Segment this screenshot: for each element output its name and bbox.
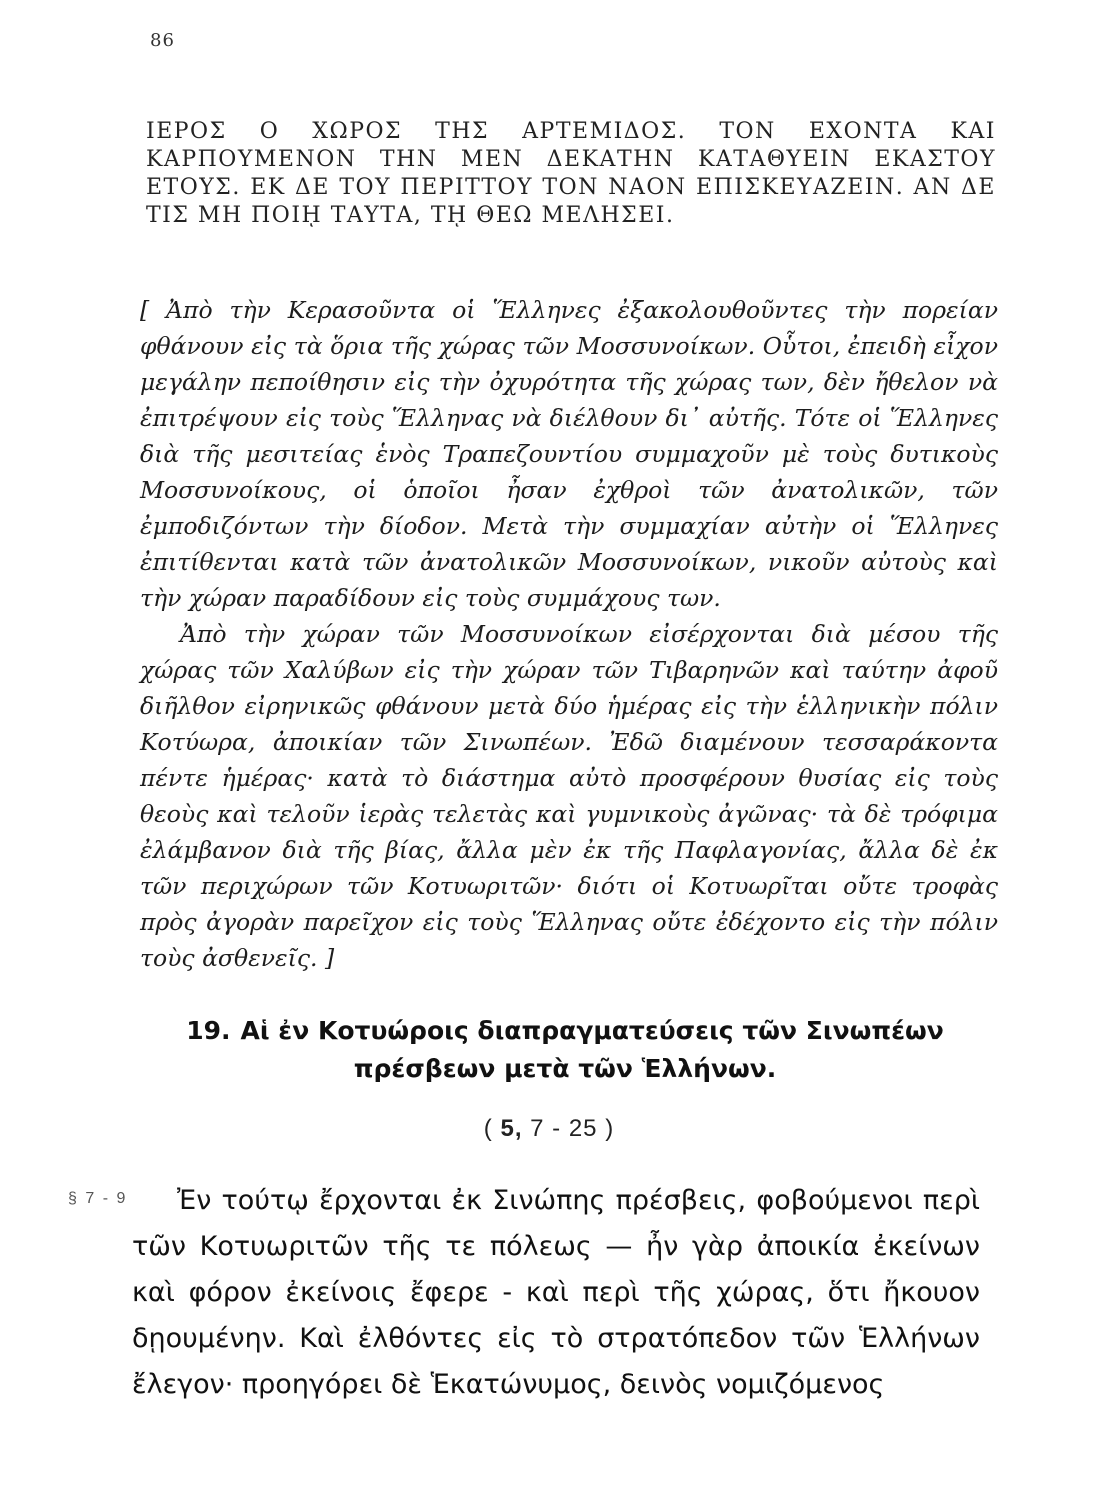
reference-close: ) bbox=[605, 1115, 615, 1142]
reference-open: ( bbox=[483, 1115, 493, 1142]
source-reference bbox=[0, 1115, 1098, 1143]
commentary-block bbox=[140, 292, 998, 976]
inscription-block bbox=[146, 118, 996, 230]
section-heading bbox=[100, 1012, 1030, 1088]
section-heading-line-1 bbox=[100, 1012, 1030, 1050]
section-number: 19. bbox=[186, 1016, 231, 1045]
commentary-paragraph-1: [ Ἀπὸ τὴν Κερασοῦντα οἱ Ἕλληνες ἐξακολουθοῦντες τὴν πορείαν φθάνουν εἰς τὰ ὅρια τῆς χώρας τῶν Μοσσυνοίκων. Οὗτοι, ἐπειδὴ εἶχον μεγάλην πεποίθησιν εἰς τὴν ὀχυρότητα τῆς χώρας των, δὲν ἤθελον νὰ ἐπιτρέψουν εἰς τοὺς Ἕλληνας νὰ διέλθουν δι᾽ αὐτῆς. Τότε οἱ Ἕλληνες διὰ τῆς μεσιτείας ἑνὸς Τραπεζουντίου συμμαχοῦν μὲ τοὺς δυτικοὺς Μοσσυνοίκους, οἱ ὁποῖοι ἦσαν ἐχθροὶ τῶν ἀνατολικῶν, τῶν ἐμποδιζόντων τὴν δίοδον. Μετὰ τὴν συμμαχίαν αὐτὴν οἱ Ἕλληνες ἐπιτίθενται κατὰ τῶν ἀνατολικῶν Μοσσυνοίκων, νικοῦν αὐτοὺς καὶ τὴν χώραν παραδίδουν εἰς τοὺς συμμάχους των. bbox=[140, 296, 998, 612]
section-title-line-2: πρέσβεων μετὰ τῶν Ἑλλήνων. bbox=[353, 1054, 777, 1083]
margin-note: § 7 - 9 bbox=[68, 1190, 128, 1207]
inscription-text: ΙΕΡΟΣ Ο ΧΩΡΟΣ ΤΗΣ ΑΡΤΕΜΙΔΟΣ. ΤΟΝ ΕΧΟΝΤΑ ΚΑΙ ΚΑΡΠΟΥΜΕΝΟΝ ΤΗΝ ΜΕΝ ΔΕΚΑΤΗΝ ΚΑΤΑΘΥΕΙΝ ΕΚΑΣΤΟΥ ΕΤΟΥΣ. ΕΚ ΔΕ ΤΟΥ ΠΕΡΙΤΤΟΥ ΤΟΝ ΝΑΟΝ ΕΠΙΣΚΕΥΑΖΕΙΝ. ΑΝ ΔΕ ΤΙΣ ΜΗ ΠΟΙῌ ΤΑΥΤΑ, Τῌ ΘΕΩ ΜΕΛΗΣΕΙ. bbox=[146, 119, 996, 228]
reference-book: 5, bbox=[500, 1115, 523, 1142]
section-title-line-1: Αἱ ἐν Κοτυώροις διαπραγματεύσεις τῶν Σινωπέων bbox=[240, 1016, 944, 1045]
main-text-block bbox=[132, 1178, 980, 1408]
commentary-paragraph-2: Ἀπὸ τὴν χώραν τῶν Μοσσυνοίκων εἰσέρχονται διὰ μέσου τῆς χώρας τῶν Χαλύβων εἰς τὴν χώραν τῶν Τιβαρηνῶν καὶ ταύτην ἀφοῦ διῆλθον εἰρηνικῶς φθάνουν μετὰ δύο ἡμέρας εἰς τὴν ἑλληνικὴν πόλιν Κοτύωρα, ἀποικίαν τῶν Σινωπέων. Ἐδῶ διαμένουν τεσσαράκοντα πέντε ἡμέρας· κατὰ τὸ διάστημα αὐτὸ προσφέρουν θυσίας εἰς τοὺς θεοὺς καὶ τελοῦν ἱερὰς τελετὰς καὶ γυμνικοὺς ἀγῶνας· τὰ δὲ τρόφιμα ἐλάμβανον διὰ τῆς βίας, ἄλλα μὲν ἐκ τῆς Παφλαγονίας, ἄλλα δὲ ἐκ τῶν περιχώρων τῶν Κοτυωριτῶν· διότι οἱ Κοτυωρῖται οὔτε τροφὰς πρὸς ἀγορὰν παρεῖχον εἰς τοὺς Ἕλληνας οὔτε ἐδέχοντο εἰς τὴν πόλιν τοὺς ἀσθενεῖς. ] bbox=[140, 620, 998, 972]
main-text-paragraph: Ἐν τούτῳ ἔρχονται ἐκ Σινώπης πρέσβεις, φοβούμενοι περὶ τῶν Κοτυωριτῶν τῆς τε πόλεως — ἦν γὰρ ἀποικία ἐκείνων καὶ φόρον ἐκείνοις ἔφερε - καὶ περὶ τῆς χώρας, ὅτι ἤκουον δῃουμένην. Καὶ ἐλθόντες εἰς τὸ στρατόπεδον τῶν Ἑλλήνων ἔλεγον· προηγόρει δὲ Ἑκατώνυμος, δεινὸς νομιζόμενος bbox=[132, 1185, 980, 1400]
reference-range: 7 - 25 bbox=[530, 1115, 598, 1142]
page-number: 86 bbox=[150, 30, 175, 51]
